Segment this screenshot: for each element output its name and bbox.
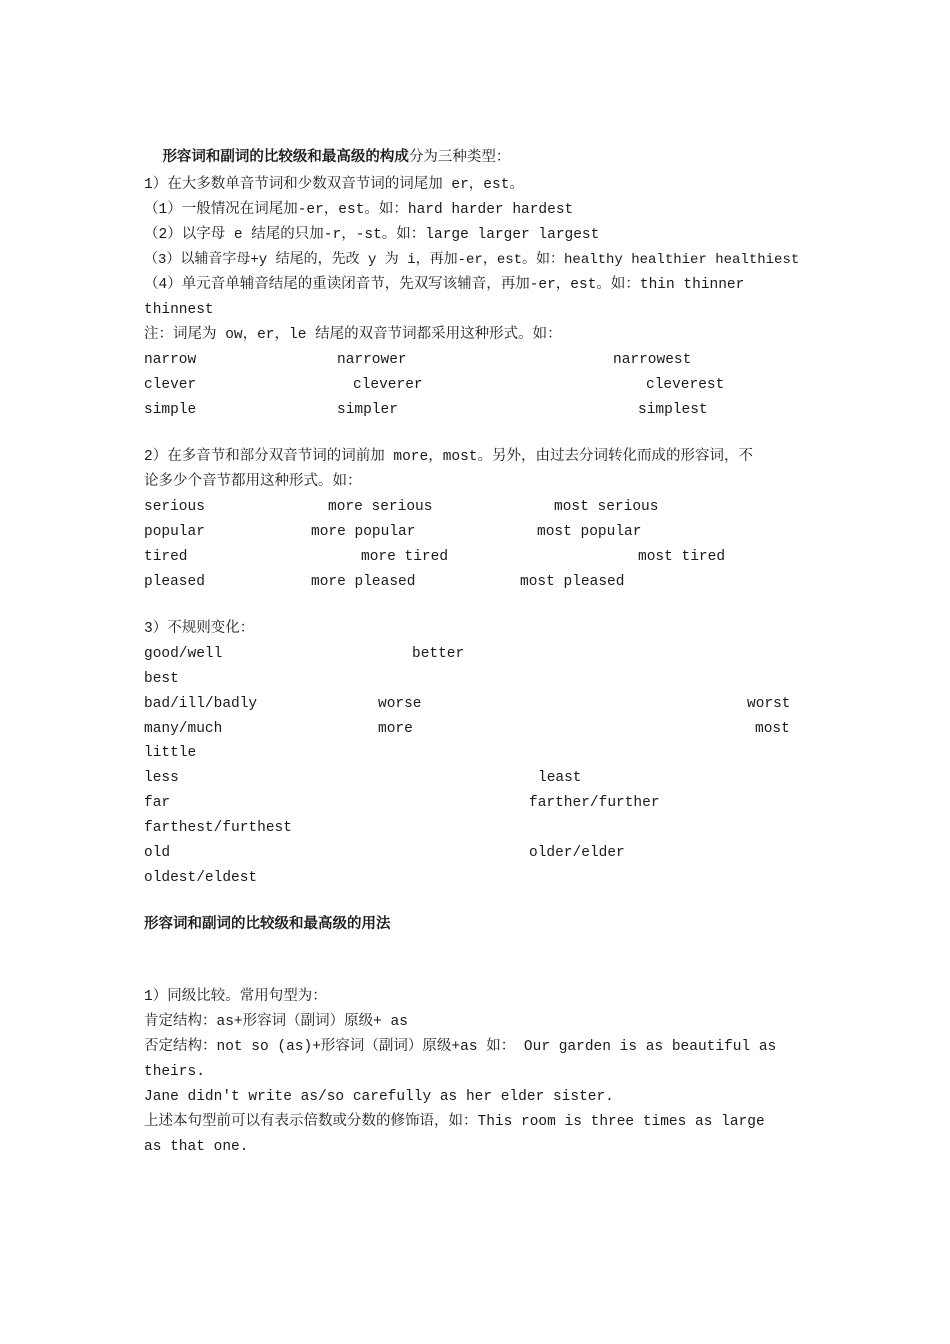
irregular-word: good/well: [144, 646, 223, 662]
example-sentence: Jane didn't write as/so carefully as her elder sister.: [144, 1089, 614, 1105]
note-word: cleverest: [646, 377, 725, 393]
note-word: narrower: [337, 352, 407, 368]
section2-heading: 形容词和副词的比较级和最高级的用法: [144, 915, 391, 932]
note-word: narrowest: [613, 352, 692, 368]
irregular-word: less: [144, 770, 179, 786]
note-word: cleverer: [353, 377, 423, 393]
rule1-1: （1）一般情况在词尾加-er，est。如：hard harder hardest: [144, 202, 574, 218]
irregular-word: farthest/furthest: [144, 820, 292, 836]
rule2-word: more popular: [311, 524, 416, 540]
note-word: narrow: [144, 352, 197, 368]
rule1-3: （3）以辅音字母+y 结尾的，先改 y 为 i，再加-er，est。如：healthy healthier healthiest: [144, 252, 800, 268]
rule1-4b: thinnest: [144, 302, 214, 318]
usage-item1: 1）同级比较。常用句型为：: [144, 989, 327, 1005]
irregular-word: many/much: [144, 721, 223, 737]
rule2-word: popular: [144, 524, 205, 540]
rule2-word: tired: [144, 549, 188, 565]
rule2-word: most serious: [554, 499, 659, 515]
positive-structure: 肯定结构：as+形容词（副词）原级+ as: [144, 1014, 408, 1030]
irregular-word: more: [378, 721, 413, 737]
rule2b: 论多少个音节都用这种形式。如：: [144, 474, 362, 490]
irregular-word: far: [144, 795, 171, 811]
rule2-word: more serious: [328, 499, 433, 515]
irregular-word: least: [538, 770, 582, 786]
irregular-word: farther/further: [529, 795, 660, 811]
rule2-word: pleased: [144, 574, 205, 590]
rule2-word: most popular: [537, 524, 642, 540]
irregular-word: bad/ill/badly: [144, 696, 258, 712]
negative-structure: 否定结构：not so (as)+形容词（副词）原级+as 如： Our garden is as beautiful as: [144, 1039, 777, 1055]
note-word: simpler: [337, 402, 398, 418]
modifier-note-cont: as that one.: [144, 1139, 249, 1155]
irregular-word: little: [144, 745, 197, 761]
rule3: 3）不规则变化：: [144, 621, 255, 637]
rule1-2: （2）以字母 e 结尾的只加-r，-st。如：large larger largest: [144, 227, 600, 243]
modifier-note: 上述本句型前可以有表示倍数或分数的修饰语，如：This room is three times as large: [144, 1114, 765, 1130]
negative-structure-cont: theirs.: [144, 1064, 205, 1080]
note-word: clever: [144, 377, 197, 393]
note-word: simple: [144, 402, 197, 418]
irregular-word: worst: [747, 696, 791, 712]
note-word: simplest: [638, 402, 708, 418]
irregular-word: best: [144, 671, 179, 687]
irregular-word: old: [144, 845, 171, 861]
rule1: 1）在大多数单音节词和少数双音节词的词尾加 er，est。: [144, 177, 524, 193]
irregular-word: oldest/eldest: [144, 870, 258, 886]
rule2a: 2）在多音节和部分双音节词的词前加 more，most。另外，由过去分词转化而成的形容词，不: [144, 449, 754, 465]
irregular-word: most: [755, 721, 790, 737]
section1-heading-bold: 形容词和副词的比较级和最高级的构成: [162, 148, 409, 165]
rule2-word: serious: [144, 499, 205, 515]
section1-heading-rest: 分为三种类型：: [408, 149, 511, 165]
irregular-word: better: [412, 646, 465, 662]
rule2-word: more pleased: [311, 574, 416, 590]
rule2-word: more tired: [361, 549, 449, 565]
note: 注：词尾为 ow，er，le 结尾的双音节词都采用这种形式。如：: [144, 327, 562, 343]
rule2-word: most pleased: [520, 574, 625, 590]
irregular-word: older/elder: [529, 845, 625, 861]
rule2-word: most tired: [638, 549, 726, 565]
rule1-4a: （4）单元音单辅音结尾的重读闭音节，先双写该辅音，再加-er，est。如：thin thinner: [144, 277, 745, 293]
irregular-word: worse: [378, 696, 422, 712]
